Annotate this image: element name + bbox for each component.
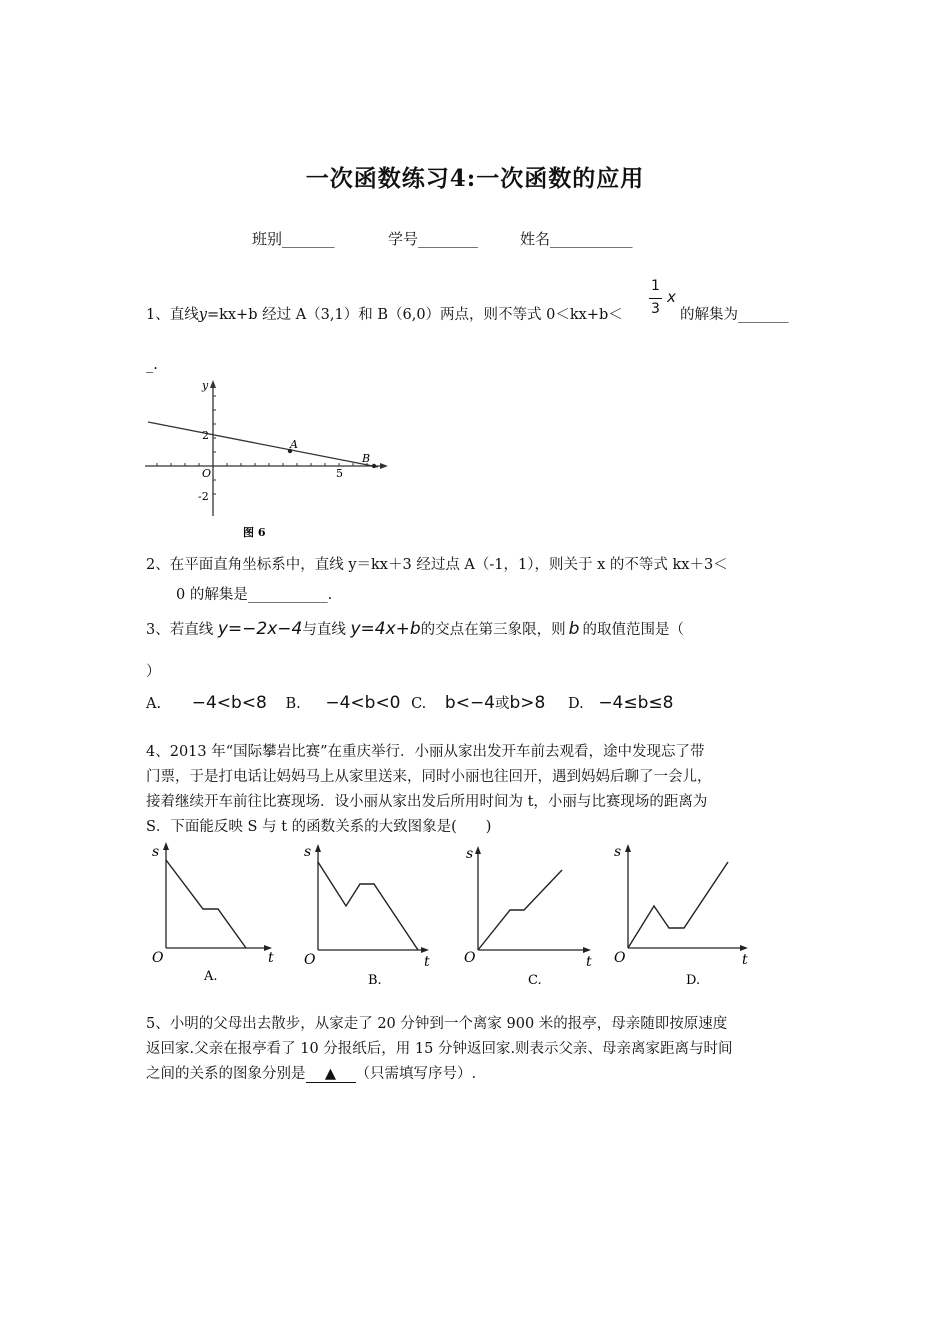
q5-part2: （只需填写序号）. [355, 1066, 477, 1082]
q5-line1: 5、小明的父母出去散步，从家走了 20 分钟到一个离家 900 米的报亭，母亲随即按原速度 [146, 1016, 728, 1032]
q1-var-y: y [198, 307, 207, 323]
q3-line2: ） [146, 664, 161, 680]
q5-line3 [146, 1062, 476, 1083]
q1-origin: O [202, 467, 212, 480]
q5-part1: 之间的关系的图象分别是 [146, 1066, 306, 1082]
q1-frac-num: 1 [651, 278, 660, 294]
q1-label-a: A [290, 438, 298, 451]
q1-part1: 1、直线 [146, 307, 199, 323]
q3-option-a: −4<b<8 [191, 693, 267, 713]
q4-c-s: s [466, 846, 474, 862]
q4-line3: 接着继续开车前往比赛现场．设小丽从家出发后所用时间为 t，小丽与比赛现场的距离为 [146, 794, 708, 810]
q3-part2: 与直线 [302, 622, 346, 638]
q3-part3: 的交点在第三象限，则 [420, 622, 566, 638]
q1-label-b: B [362, 452, 371, 465]
q4-b-label: B. [368, 973, 382, 986]
q4-d-origin: O [614, 950, 626, 966]
q4-graph-a [148, 838, 283, 986]
q3-option-c-or: 或 [495, 696, 510, 712]
q1-text [146, 303, 623, 324]
q4-c-curve [478, 870, 562, 950]
q1-frac-bar [649, 298, 662, 299]
q3-option-a-label: A. [146, 696, 162, 712]
q3-option-b: −4<b<0 [325, 693, 401, 713]
q3-part4: 的取值范围是（ [582, 622, 684, 638]
q3-option-b-label: B. [285, 696, 301, 712]
q1-line2: _. [146, 357, 158, 373]
q5-answer-blank: ▲ [306, 1066, 356, 1083]
q3-option-c-part2: b>8 [509, 693, 546, 713]
q3-option-c-part1: b<−4 [444, 693, 496, 713]
q1-line [148, 422, 378, 467]
name-field: 姓名___________ [520, 230, 633, 248]
q4-b-curve [318, 862, 418, 950]
q4-graph-d [612, 838, 757, 986]
q1-caption: 图 6 [243, 526, 266, 539]
q3-option-c-label: C. [411, 696, 427, 712]
q4-b-s: s [304, 844, 312, 860]
q4-line1: 4、2013 年“国际攀岩比赛”在重庆举行．小丽从家出发开车前去观看，途中发现忘了带 [146, 744, 705, 760]
q4-c-t: t [586, 954, 592, 970]
q1-part3: 的解集为_______ [680, 307, 789, 323]
class-field: 班别_______ [252, 230, 335, 248]
q1-frac-den: 3 [651, 301, 660, 317]
q3-option-d-label: D. [567, 696, 584, 712]
q4-c-origin: O [464, 950, 476, 966]
q1-tick-neg2: -2 [198, 490, 209, 503]
q3-eq2: y=4x+b [350, 619, 421, 639]
q1-y-arrow [210, 380, 216, 388]
q4-a-label: A. [204, 969, 218, 984]
page-title: 一次函数练习4:一次函数的应用 [305, 165, 645, 192]
q1-part2: =kx+b 经过 A（3,1）和 B（6,0）两点，则不等式 0＜kx+b＜ [206, 307, 623, 323]
q1-x-arrow [380, 463, 388, 469]
q2-line1: 2、在平面直角坐标系中，直线 y＝kx＋3 经过点 A（-1，1），则关于 x 的不等式 kx＋3＜ [146, 557, 728, 573]
q3-options [146, 692, 673, 713]
q4-d-label: D. [686, 973, 701, 986]
q3-option-d: −4≤b≤8 [598, 693, 674, 713]
q3-line1 [146, 618, 684, 639]
q4-d-curve [628, 862, 728, 948]
q3-part1: 3、若直线 [146, 622, 214, 638]
q4-line2: 门票，于是打电话让妈妈马上从家里送来，同时小丽也往回开，遇到妈妈后聊了一会儿， [146, 769, 712, 785]
q4-graph-c [462, 838, 602, 986]
q3-eq1: y=−2x−4 [217, 619, 303, 639]
q1-tick-5: 5 [336, 467, 343, 480]
q4-c-label: C. [528, 973, 542, 986]
q1-y-label: y [202, 379, 209, 392]
q1-graph [140, 378, 400, 543]
q4-a-t: t [268, 950, 274, 966]
q4-a-origin: O [152, 950, 164, 966]
q4-b-origin: O [304, 952, 316, 968]
q5-line2: 返回家.父亲在报亭看了 10 分报纸后，用 15 分钟返回家.则表示父亲、母亲离家距离与时间 [146, 1041, 733, 1057]
q4-line4: S．下面能反映 S 与 t 的函数关系的大致图象是( ) [146, 819, 492, 835]
q4-graph-b [300, 838, 440, 986]
student-number-field: 学号________ [388, 230, 479, 248]
q4-a-curve [166, 860, 246, 948]
q1-frac-x: x [667, 288, 676, 306]
q1-tick-2: 2 [202, 429, 209, 442]
q4-d-s: s [614, 844, 622, 860]
q4-d-t: t [742, 952, 748, 968]
q2-line2: 0 的解集是___________. [176, 587, 333, 603]
q4-b-t: t [424, 954, 430, 970]
q4-a-s: s [152, 844, 160, 860]
q3-var-b: b [568, 619, 580, 639]
q1-point-b [372, 464, 376, 468]
